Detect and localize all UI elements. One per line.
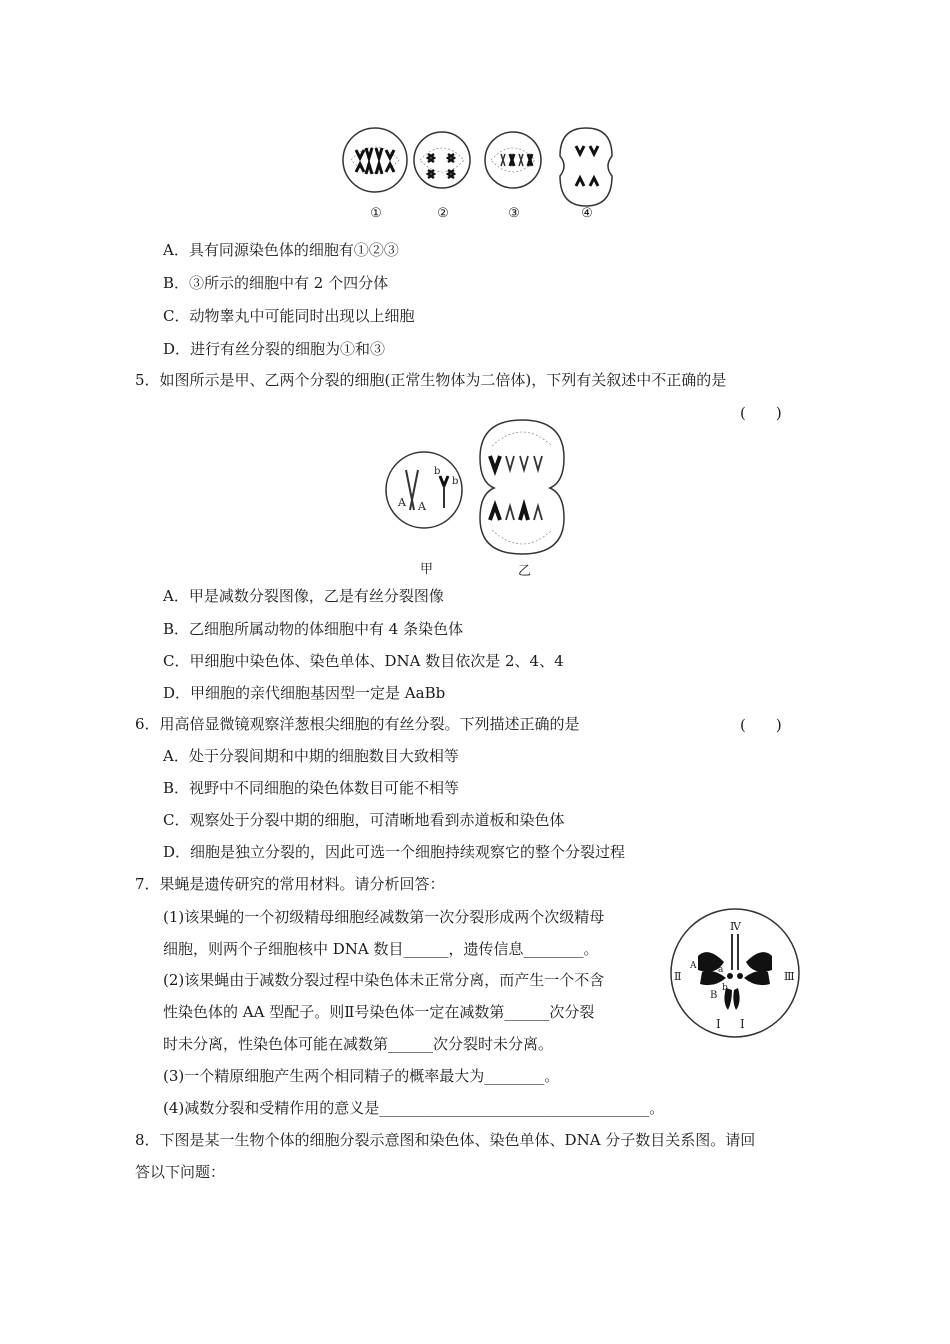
q7-line-2: 细胞，则两个子细胞核中 DNA 数目______，遗传信息________。: [163, 940, 599, 958]
cell-label-4: ④: [581, 206, 593, 221]
chromosome-label-III: Ⅲ: [784, 970, 795, 983]
q5-option-c: C．甲细胞中染色体、染色单体、DNA 数目依次是 2、4、4: [163, 652, 564, 670]
cell-yi-label: 乙: [518, 564, 532, 579]
cell-yi: [480, 420, 564, 554]
jia-gene-b1: b: [434, 466, 441, 477]
jia-gene-A2: A: [418, 500, 426, 513]
q6-stem: 6．用高倍显微镜观察洋葱根尖细胞的有丝分裂。下列描述正确的是: [135, 715, 580, 733]
q7-line-6: (3)一个精原细胞产生两个相同精子的概率最大为________。: [163, 1067, 560, 1085]
figure-cell-division-2: [380, 418, 580, 578]
cell-2: [414, 132, 470, 188]
q5-option-a: A．甲是减数分裂图像，乙是有丝分裂图像: [163, 587, 444, 605]
q4-option-a: A．具有同源染色体的细胞有①②③: [163, 241, 399, 259]
figure-cell-division-1: [336, 126, 616, 226]
q7-line-1: (1)该果蝇的一个初级精母细胞经减数第一次分裂形成两个次级精母: [163, 908, 605, 926]
q5-option-d: D．甲细胞的亲代细胞基因型一定是 AaBb: [163, 684, 446, 702]
chromosome-label-IV: Ⅳ: [730, 920, 741, 933]
q7-line-4: 性染色体的 AA 型配子。则Ⅱ号染色体一定在减数第______次分裂: [163, 1003, 595, 1021]
fruitfly-chromosome-diagram: [668, 906, 802, 1040]
chromosome-label-I-1: Ⅰ: [716, 1017, 721, 1031]
gene-label-A: A: [690, 961, 697, 971]
q4-option-c: C．动物睾丸中可能同时出现以上细胞: [163, 307, 415, 325]
cell-4: [560, 128, 612, 206]
jia-gene-b2: b: [452, 476, 459, 487]
q6-option-b: B．视野中不同细胞的染色体数目可能不相等: [163, 779, 460, 797]
q7-line-3: (2)该果蝇由于减数分裂过程中染色体未正常分离，而产生一个不含: [163, 971, 605, 989]
q4-option-d: D．进行有丝分裂的细胞为①和③: [163, 340, 386, 358]
jia-gene-A1: A: [398, 496, 406, 509]
q4-option-b: B．③所示的细胞中有 2 个四分体: [163, 274, 389, 292]
cell-3: [485, 132, 541, 188]
figure-fruitfly-karyotype: [668, 906, 802, 1040]
q7-line-7: (4)减数分裂和受精作用的意义是____________________________________。: [163, 1099, 665, 1117]
q6-option-a: A．处于分裂间期和中期的细胞数目大致相等: [163, 747, 459, 765]
q5-answer-paren: ( ): [740, 404, 782, 422]
cell-1: [343, 128, 407, 192]
q7-line-5: 时未分离，性染色体可能在减数第______次分裂时未分离。: [163, 1035, 554, 1053]
q8-line-1: 8．下图是某一生物个体的细胞分裂示意图和染色体、染色单体、DNA 分子数目关系图。请回: [135, 1131, 756, 1149]
chromosome-label-I-2: Ⅰ: [740, 1017, 745, 1031]
gene-label-B: B: [710, 990, 718, 1001]
q6-answer-paren: ( ): [740, 716, 782, 734]
q6-option-d: D．细胞是独立分裂的，因此可选一个细胞持续观察它的整个分裂过程: [163, 843, 626, 861]
q8-line-2: 答以下问题：: [135, 1163, 226, 1181]
cells-diagram-2: [380, 418, 580, 558]
cell-jia-label: 甲: [420, 562, 434, 577]
gene-label-a: a: [718, 965, 724, 975]
q7-stem: 7．果蝇是遗传研究的常用材料。请分析回答：: [135, 875, 445, 893]
cell-label-1: ①: [370, 206, 382, 221]
cell-label-2: ②: [437, 206, 449, 221]
q5-option-b: B．乙细胞所属动物的体细胞中有 4 条染色体: [163, 620, 464, 638]
cell-jia: [386, 452, 462, 528]
chromosome-label-II: Ⅱ: [674, 970, 682, 983]
q6-option-c: C．观察处于分裂中期的细胞，可清晰地看到赤道板和染色体: [163, 811, 565, 829]
cell-label-3: ③: [508, 206, 520, 221]
gene-label-b: b: [722, 983, 728, 993]
q5-stem: 5．如图所示是甲、乙两个分裂的细胞(正常生物体为二倍体)，下列有关叙述中不正确的是: [135, 371, 727, 389]
